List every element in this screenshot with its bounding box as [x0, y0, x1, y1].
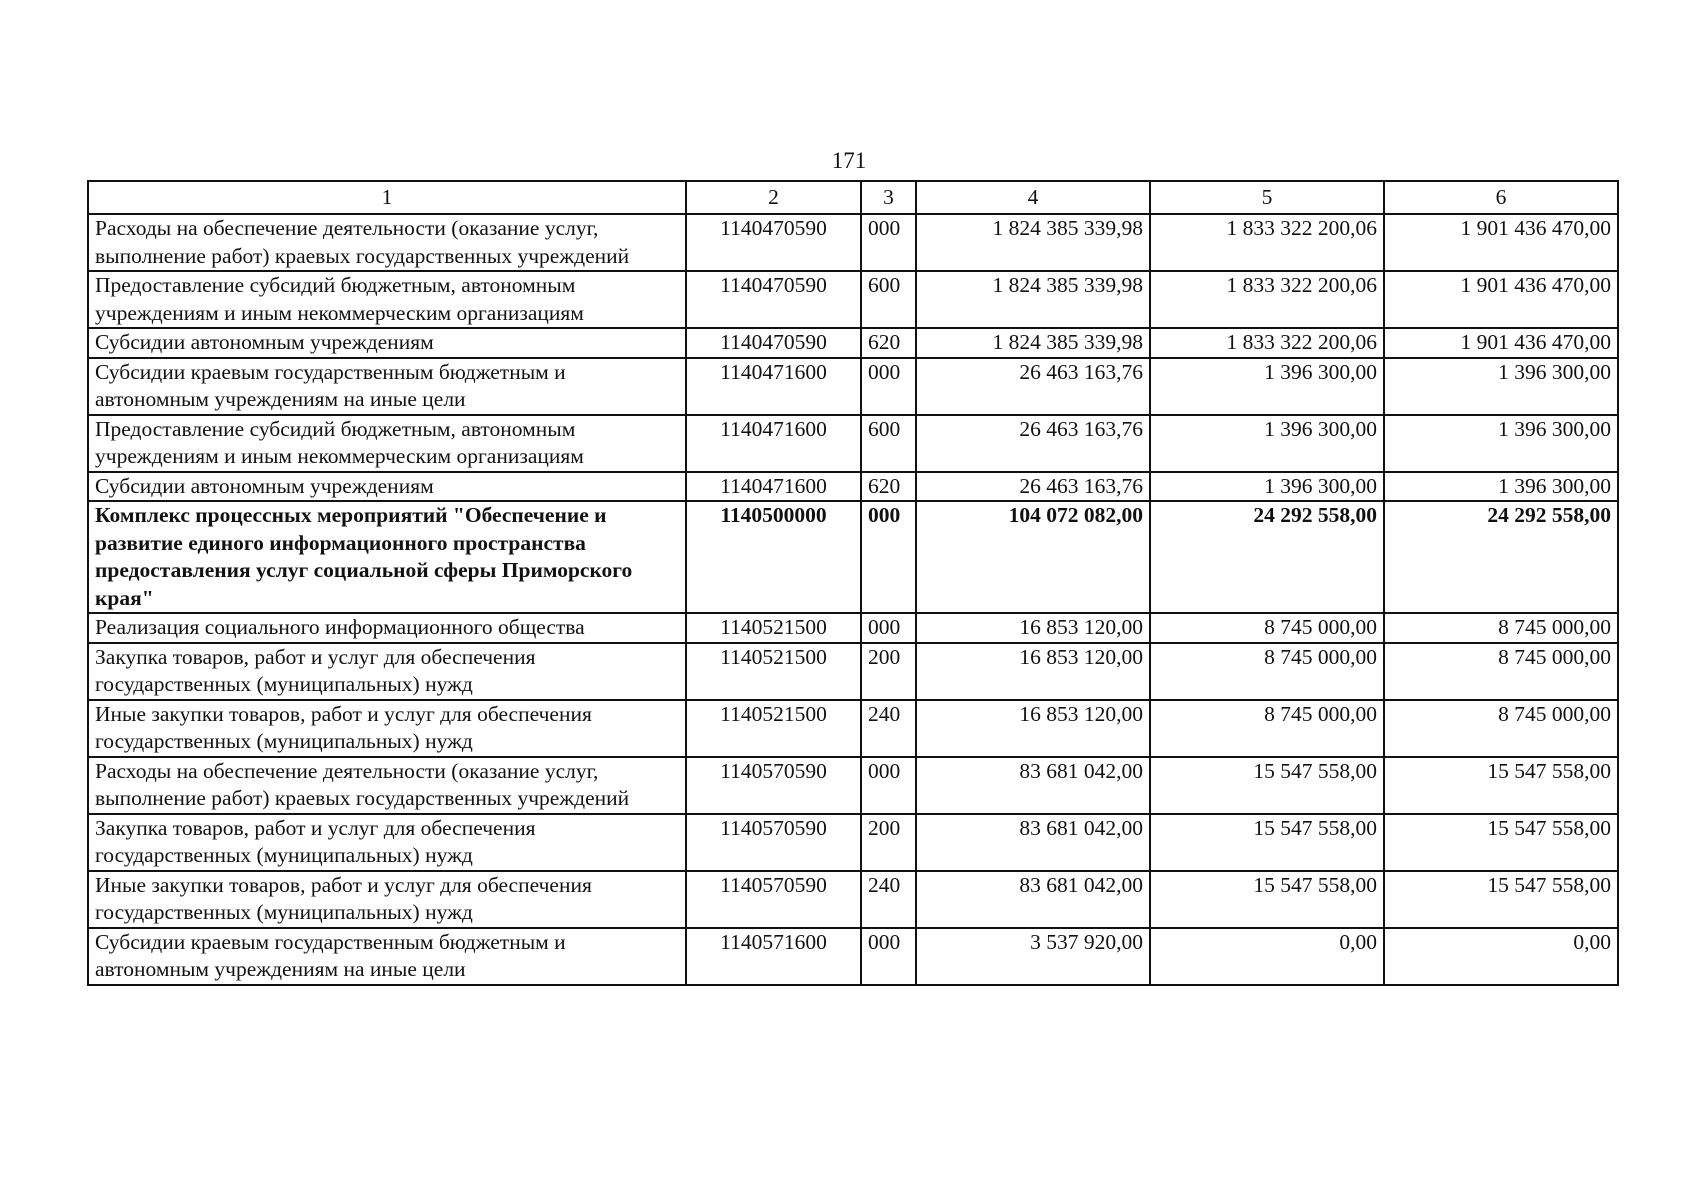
table-row — [88, 214, 1618, 271]
amount-col-4: 26 463 163,76 — [916, 415, 1150, 472]
amount-col-5: 8 745 000,00 — [1150, 613, 1384, 643]
amount-col-4: 83 681 042,00 — [916, 871, 1150, 928]
table-row — [88, 501, 1618, 613]
row-label: Субсидии краевым государственным бюджетным и автономным учреждениям на иные цели — [88, 358, 686, 415]
header-row — [88, 181, 1618, 214]
csr-code: 1140521500 — [686, 613, 861, 643]
amount-col-4: 83 681 042,00 — [916, 814, 1150, 871]
amount-col-5: 0,00 — [1150, 928, 1384, 985]
amount-col-4: 26 463 163,76 — [916, 358, 1150, 415]
vr-code: 600 — [861, 415, 916, 472]
amount-col-5: 1 833 322 200,06 — [1150, 271, 1384, 328]
amount-col-4: 26 463 163,76 — [916, 472, 1150, 502]
vr-code: 000 — [861, 501, 916, 613]
csr-code: 1140570590 — [686, 757, 861, 814]
amount-col-5: 15 547 558,00 — [1150, 814, 1384, 871]
amount-col-4: 16 853 120,00 — [916, 643, 1150, 700]
budget-table — [87, 180, 1619, 986]
csr-code: 1140471600 — [686, 472, 861, 502]
amount-col-4: 83 681 042,00 — [916, 757, 1150, 814]
table-row — [88, 472, 1618, 502]
amount-col-6: 8 745 000,00 — [1384, 643, 1618, 700]
vr-code: 620 — [861, 328, 916, 358]
row-label: Иные закупки товаров, работ и услуг для обеспечения государственных (муниципальных) нужд — [88, 871, 686, 928]
amount-col-6: 8 745 000,00 — [1384, 700, 1618, 757]
table-row — [88, 613, 1618, 643]
csr-code: 1140570590 — [686, 814, 861, 871]
amount-col-4: 1 824 385 339,98 — [916, 328, 1150, 358]
row-label: Закупка товаров, работ и услуг для обеспечения государственных (муниципальных) нужд — [88, 643, 686, 700]
row-label: Предоставление субсидий бюджетным, автономным учреждениям и иным некоммерческим организациям — [88, 415, 686, 472]
amount-col-5: 1 833 322 200,06 — [1150, 328, 1384, 358]
csr-code: 1140571600 — [686, 928, 861, 985]
csr-code: 1140470590 — [686, 271, 861, 328]
table-row — [88, 814, 1618, 871]
amount-col-4: 1 824 385 339,98 — [916, 214, 1150, 271]
vr-code: 200 — [861, 643, 916, 700]
header-cell: 3 — [861, 181, 916, 214]
row-label: Расходы на обеспечение деятельности (оказание услуг, выполнение работ) краевых государственных учреждений — [88, 757, 686, 814]
vr-code: 000 — [861, 613, 916, 643]
row-label: Закупка товаров, работ и услуг для обеспечения государственных (муниципальных) нужд — [88, 814, 686, 871]
amount-col-5: 1 396 300,00 — [1150, 358, 1384, 415]
amount-col-4: 3 537 920,00 — [916, 928, 1150, 985]
csr-code: 1140521500 — [686, 700, 861, 757]
amount-col-6: 8 745 000,00 — [1384, 613, 1618, 643]
amount-col-6: 1 396 300,00 — [1384, 358, 1618, 415]
csr-code: 1140471600 — [686, 415, 861, 472]
csr-code: 1140471600 — [686, 358, 861, 415]
amount-col-4: 1 824 385 339,98 — [916, 271, 1150, 328]
amount-col-6: 24 292 558,00 — [1384, 501, 1618, 613]
table-row — [88, 358, 1618, 415]
amount-col-5: 8 745 000,00 — [1150, 700, 1384, 757]
vr-code: 000 — [861, 928, 916, 985]
amount-col-6: 1 901 436 470,00 — [1384, 271, 1618, 328]
amount-col-5: 15 547 558,00 — [1150, 757, 1384, 814]
page-number: 171 — [831, 148, 867, 173]
table-row — [88, 271, 1618, 328]
csr-code: 1140521500 — [686, 643, 861, 700]
amount-col-5: 1 396 300,00 — [1150, 415, 1384, 472]
csr-code: 1140570590 — [686, 871, 861, 928]
csr-code: 1140500000 — [686, 501, 861, 613]
amount-col-4: 104 072 082,00 — [916, 501, 1150, 613]
row-label: Субсидии автономным учреждениям — [88, 472, 686, 502]
csr-code: 1140470590 — [686, 214, 861, 271]
amount-col-6: 0,00 — [1384, 928, 1618, 985]
vr-code: 600 — [861, 271, 916, 328]
header-cell: 4 — [916, 181, 1150, 214]
amount-col-5: 24 292 558,00 — [1150, 501, 1384, 613]
amount-col-5: 8 745 000,00 — [1150, 643, 1384, 700]
amount-col-6: 15 547 558,00 — [1384, 814, 1618, 871]
table-row — [88, 700, 1618, 757]
amount-col-6: 1 901 436 470,00 — [1384, 328, 1618, 358]
row-label: Иные закупки товаров, работ и услуг для обеспечения государственных (муниципальных) нужд — [88, 700, 686, 757]
amount-col-6: 1 901 436 470,00 — [1384, 214, 1618, 271]
amount-col-5: 15 547 558,00 — [1150, 871, 1384, 928]
row-label: Комплекс процессных мероприятий "Обеспечение и развитие единого информационного пространства предоставления услуг социальной сферы Приморского края" — [88, 501, 686, 613]
row-label: Реализация социального информационного общества — [88, 613, 686, 643]
amount-col-6: 15 547 558,00 — [1384, 757, 1618, 814]
row-label: Субсидии автономным учреждениям — [88, 328, 686, 358]
header-cell: 2 — [686, 181, 861, 214]
csr-code: 1140470590 — [686, 328, 861, 358]
vr-code: 000 — [861, 358, 916, 415]
table-row — [88, 328, 1618, 358]
amount-col-6: 1 396 300,00 — [1384, 415, 1618, 472]
table-row — [88, 928, 1618, 985]
amount-col-4: 16 853 120,00 — [916, 700, 1150, 757]
row-label: Расходы на обеспечение деятельности (оказание услуг, выполнение работ) краевых государственных учреждений — [88, 214, 686, 271]
table-row — [88, 643, 1618, 700]
amount-col-5: 1 396 300,00 — [1150, 472, 1384, 502]
vr-code: 000 — [861, 214, 916, 271]
vr-code: 240 — [861, 700, 916, 757]
header-cell: 1 — [88, 181, 686, 214]
amount-col-5: 1 833 322 200,06 — [1150, 214, 1384, 271]
amount-col-6: 1 396 300,00 — [1384, 472, 1618, 502]
table-row — [88, 757, 1618, 814]
table-row — [88, 415, 1618, 472]
row-label: Предоставление субсидий бюджетным, автономным учреждениям и иным некоммерческим организациям — [88, 271, 686, 328]
amount-col-4: 16 853 120,00 — [916, 613, 1150, 643]
table-row — [88, 871, 1618, 928]
header-cell: 5 — [1150, 181, 1384, 214]
vr-code: 000 — [861, 757, 916, 814]
row-label: Субсидии краевым государственным бюджетным и автономным учреждениям на иные цели — [88, 928, 686, 985]
amount-col-6: 15 547 558,00 — [1384, 871, 1618, 928]
vr-code: 620 — [861, 472, 916, 502]
header-cell: 6 — [1384, 181, 1618, 214]
vr-code: 240 — [861, 871, 916, 928]
vr-code: 200 — [861, 814, 916, 871]
